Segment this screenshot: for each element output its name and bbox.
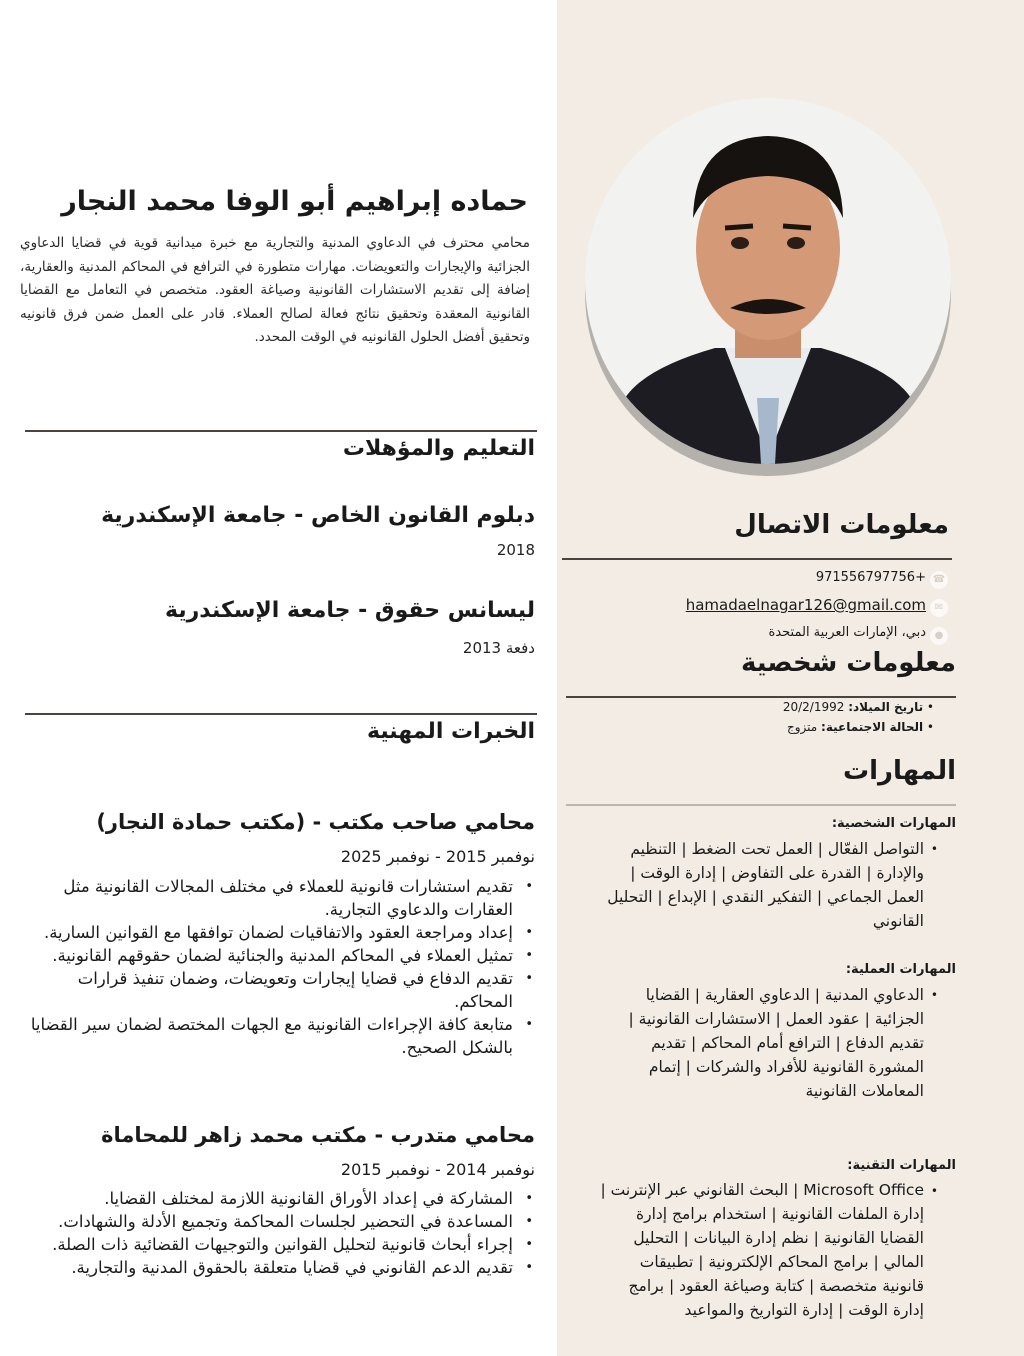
job-title: محامي صاحب مكتب - (مكتب حمادة النجار) xyxy=(96,810,535,834)
marital-label: الحالة الاجتماعية: xyxy=(821,720,924,734)
profile-summary: محامي محترف في الدعاوي المدنية والتجارية مع خبرة ميدانية قوية في قضايا الدعاوي الجزائية والإيجارات والتعويضات. مهارات متطورة في الترافع في المحاكم المدنية والعقارية، إضافة إلى تقديم الاستشارات القانونية وصياغة العقود. متخصص في التعامل مع القضايا القانونية المعقدة وتحقيق نتائج فعالة لصالح العملاء. قادر على العمل ضمن فرق قانونيه وتحقيق أفضل الحلول القانونيه في الوقت المحدد. xyxy=(20,235,530,345)
skills-heading: المهارات xyxy=(842,756,956,786)
personal-info-heading: معلومات شخصية xyxy=(740,648,956,678)
degree-title: ليسانس حقوق - جامعة الإسكندرية xyxy=(165,598,535,623)
sidebar xyxy=(557,0,1024,1356)
bullet: • xyxy=(930,988,938,1002)
job-dates: نوفمبر 2015 - نوفمبر 2025 xyxy=(340,847,535,866)
contact-heading: معلومات الاتصال xyxy=(734,510,949,540)
bullet: • xyxy=(930,1184,938,1198)
address: دبي، الإمارات العربية المتحدة xyxy=(768,625,926,640)
candidate-name: حماده إبراهيم أبو الوفا محمد النجار xyxy=(61,186,528,217)
job-duties xyxy=(20,875,535,1059)
divider xyxy=(25,713,537,715)
birth-value: 20/2/1992 xyxy=(782,700,845,714)
technical-skills-heading: المهارات التقنية: xyxy=(847,1158,956,1173)
profile-photo xyxy=(585,98,951,464)
phone-icon: ☎ xyxy=(930,571,948,589)
divider xyxy=(566,804,956,806)
email-link[interactable]: hamadaelnagar126@gmail.com xyxy=(685,596,926,614)
list-item: • تقديم استشارات قانونية للعملاء في مختلف المجالات القانونية مثل العقارات والدعاوي التجارية. xyxy=(20,875,535,921)
technical-skills-list: Microsoft Office | البحث القانوني عبر الإنترنت | إدارة الملفات القانونية | استخدام برامج إدارة القضايا القانونية | نظم إدارة البيانات | التحليل المالي | برامج المحاكم الإلكترونية | تطبيقات قانونية متخصصة | كتابة وصياغة العقود | برامج إدارة الوقت | إدارة التواريخ والمواعيد xyxy=(600,1181,924,1319)
job-dates: نوفمبر 2014 - نوفمبر 2015 xyxy=(340,1160,535,1179)
list-item: • المساعدة في التحضير لجلسات المحاكمة وتجميع الأدلة والشهادات. xyxy=(20,1210,535,1233)
person-portrait-icon xyxy=(585,98,951,464)
bullet: • xyxy=(930,842,938,856)
email-icon: ✉ xyxy=(930,599,948,617)
personal-skills-list: التواصل الفعّال | العمل تحت الضغط | التنظيم والإدارة | القدرة على التفاوض | إدارة الوقت | العمل الجماعي | التفكير النقدي | الإبداع | التحليل القانوني xyxy=(607,840,924,930)
job-title: محامي متدرب - مكتب محمد زاهر للمحاماة xyxy=(101,1123,535,1147)
list-item: • إجراء أبحاث قانونية لتحليل القوانين والتوجيهات القضائية ذات الصلة. xyxy=(20,1233,535,1256)
job-duties xyxy=(20,1187,535,1279)
practical-skills-heading: المهارات العملية: xyxy=(845,962,956,977)
experience-heading: الخبرات المهنية xyxy=(366,719,535,744)
degree-year: 2018 xyxy=(496,541,535,559)
marital-status: • الحالة الاجتماعية: متزوج xyxy=(786,720,934,734)
divider xyxy=(566,696,956,698)
degree-title: دبلوم القانون الخاص - جامعة الإسكندرية xyxy=(101,503,535,528)
education-heading: التعليم والمؤهلات xyxy=(342,436,535,461)
list-item: • تقديم الدعم القانوني في قضايا متعلقة بالحقوق المدنية والتجارية. xyxy=(20,1256,535,1279)
list-item: • إعداد ومراجعة العقود والاتفاقيات لضمان توافقها مع القوانين السارية. xyxy=(20,921,535,944)
personal-skills-heading: المهارات الشخصية: xyxy=(831,816,956,831)
marital-value: متزوج xyxy=(786,720,818,734)
list-item: • متابعة كافة الإجراءات القانونية مع الجهات المختصة لضمان سير القضايا بالشكل الصحيح. xyxy=(20,1013,535,1059)
divider xyxy=(25,430,537,432)
list-item: • تمثيل العملاء في المحاكم المدنية والجنائية لضمان حقوقهم القانونية. xyxy=(20,944,535,967)
location-icon: ● xyxy=(930,627,948,645)
list-item: • المشاركة في إعداد الأوراق القانونية اللازمة لمختلف القضايا. xyxy=(20,1187,535,1210)
divider xyxy=(562,558,952,560)
degree-year: دفعة 2013 xyxy=(462,639,535,657)
phone-number[interactable]: +971556797756 xyxy=(815,570,926,585)
birth-date: • تاريخ الميلاد: 20/2/1992 xyxy=(782,700,934,714)
birth-label: تاريخ الميلاد: xyxy=(848,700,924,714)
list-item: • تقديم الدفاع في قضايا إيجارات وتعويضات، وضمان تنفيذ قرارات المحاكم. xyxy=(20,967,535,1013)
practical-skills-list: الدعاوي المدنية | الدعاوي العقارية | القضايا الجزائية | عقود العمل | الاستشارات القانونية | تقديم الدفاع | الترافع أمام المحاكم | تقديم المشورة القانونية للأفراد والشركات | إتمام المعاملات القانونية xyxy=(628,986,924,1100)
